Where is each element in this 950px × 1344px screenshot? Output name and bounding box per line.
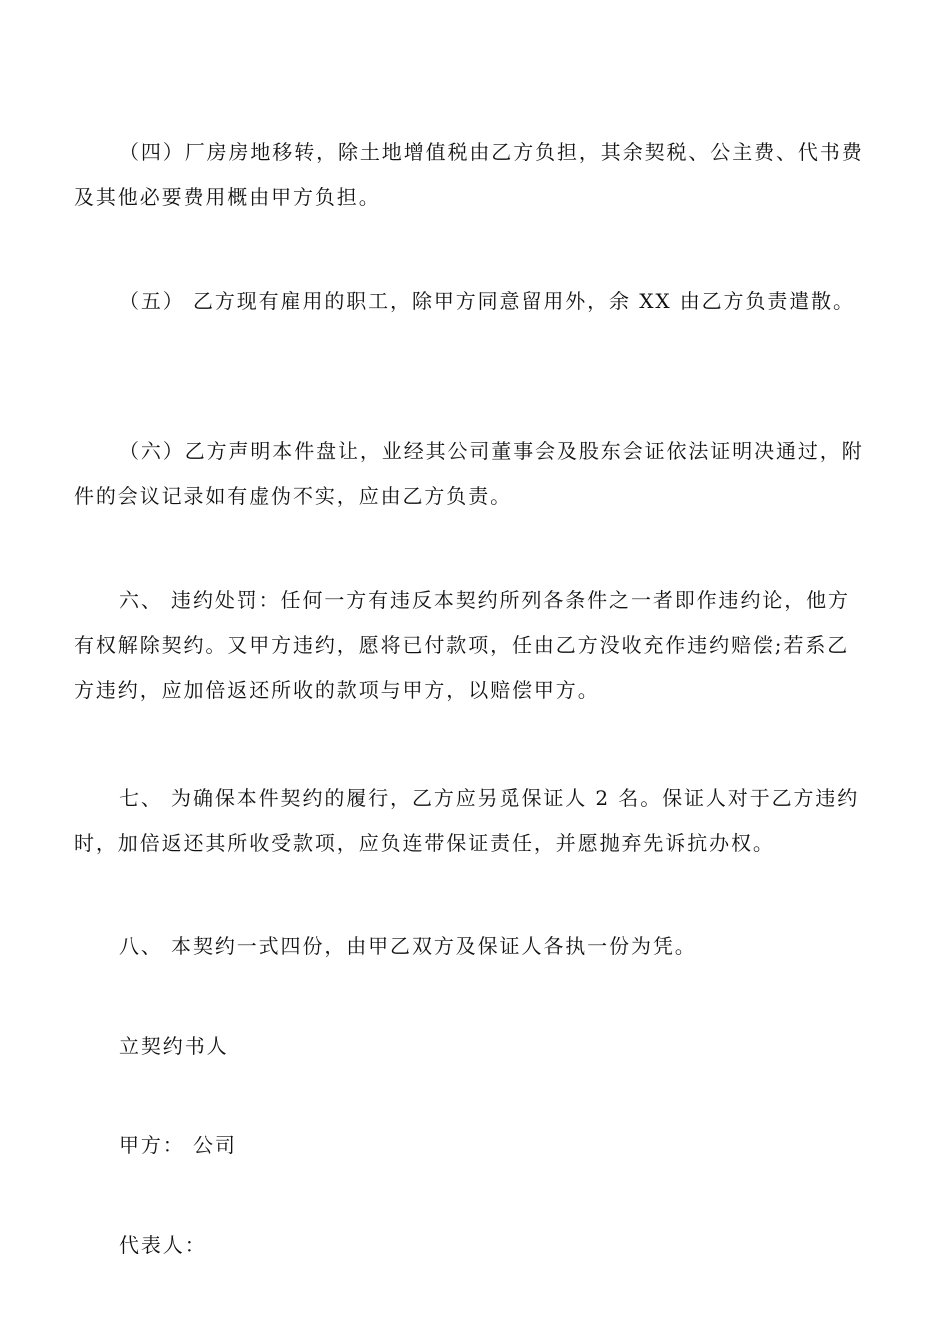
paragraph-line: （四）厂房房地移转，除土地增值税由乙方负担，其余契税、公主费、代书费 xyxy=(119,140,864,164)
party-a-line: 甲方： 公司 xyxy=(119,1133,237,1157)
paragraph-line: 六、 违约处罚：任何一方有违反本契约所列各条件之一者即作违约论，他方 xyxy=(119,588,850,612)
clause-5-6-paragraph xyxy=(74,429,884,519)
paragraph-line: 八、 本契约一式四份，由甲乙双方及保证人各执一份为凭。 xyxy=(119,934,697,958)
clause-5-5-paragraph xyxy=(74,279,884,324)
paragraph-line: 方违约，应加倍返还所收的款项与甲方，以赔偿甲方。 xyxy=(74,678,600,702)
article-6-paragraph xyxy=(74,578,884,713)
paragraph-line: 时，加倍返还其所收受款项，应负连带保证责任，并愿抛弃先诉抗办权。 xyxy=(74,831,775,855)
paragraph-line: 及其他必要费用概由甲方负担。 xyxy=(74,185,381,209)
article-8-paragraph xyxy=(74,924,884,969)
representative-line: 代表人： xyxy=(119,1233,207,1257)
paragraph-line: （六）乙方声明本件盘让，业经其公司董事会及股东会证依法证明决通过，附 xyxy=(119,439,864,463)
signature-heading: 立契约书人 xyxy=(119,1034,229,1058)
paragraph-line: 件的会议记录如有虚伪不实，应由乙方负责。 xyxy=(74,484,512,508)
paragraph-line: 七、 为确保本件契约的履行，乙方应另觅保证人 2 名。保证人对于乙方违约 xyxy=(119,786,860,810)
article-7-paragraph xyxy=(74,776,884,866)
clause-5-4-paragraph xyxy=(74,130,884,220)
paragraph-line: （五） 乙方现有雇用的职工，除甲方同意留用外，余 XX 由乙方负责遣散。 xyxy=(119,289,855,313)
paragraph-line: 有权解除契约。又甲方违约，愿将已付款项，任由乙方没收充作违约赔偿;若系乙 xyxy=(74,633,850,657)
